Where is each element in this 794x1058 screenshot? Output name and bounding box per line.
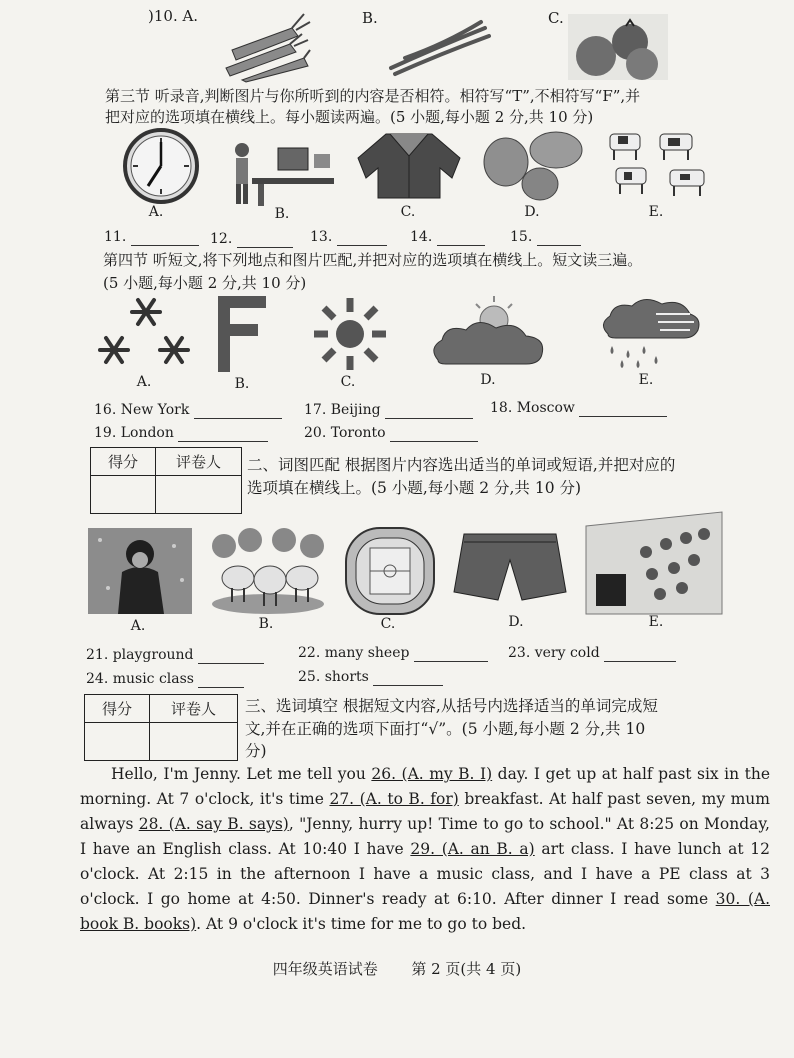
section3-label-c: C. xyxy=(400,204,416,220)
passage-text: art class. I have lunch at 12 o'clock. At 2:15 in the afternoon I have a music class, and I have a PE class at 3 o'clock. I go home at 4:50. Dinner's ready at 6:10. After dinner I read some xyxy=(80,840,770,908)
q24-answer: 24. music class xyxy=(86,670,244,688)
sheep-picture xyxy=(210,530,326,614)
rainy-icon xyxy=(598,294,702,370)
q20-answer: 20. Toronto xyxy=(304,424,478,442)
q24-blank[interactable] xyxy=(198,671,244,688)
section4-label-c: C. xyxy=(340,374,356,390)
score-cell[interactable] xyxy=(91,476,156,514)
part2-title-line2: 选项填在横线上。(5 小题,每小题 2 分,共 10 分) xyxy=(247,479,582,497)
score-table-part2 xyxy=(90,447,242,514)
part2-title-line1: 二、词图匹配 根据图片内容选出适当的单词或短语,并把对应的 xyxy=(247,456,676,474)
q19-blank[interactable] xyxy=(178,425,268,442)
q22-blank[interactable] xyxy=(414,645,488,662)
cows-picture xyxy=(604,128,714,202)
q14-answer: 14. xyxy=(410,228,485,246)
passage-text: , "Jenny, hurry up! Time to go to school." At 8:25 on Monday, I have an English class. At 10:40 I have xyxy=(80,815,770,858)
section3-label-e: E. xyxy=(648,204,664,220)
q17-answer: 17. Beijing xyxy=(304,401,473,419)
section3-label-b: B. xyxy=(274,206,290,222)
q19-answer: 19. London xyxy=(94,424,268,442)
q14-blank[interactable] xyxy=(437,229,485,246)
section4-label-d: D. xyxy=(480,372,496,388)
q25-answer: 25. shorts xyxy=(298,668,443,686)
section4-title-line2: (5 小题,每小题 2 分,共 10 分) xyxy=(103,274,307,292)
q13-answer: 13. xyxy=(310,228,387,246)
q23-blank[interactable] xyxy=(604,645,676,662)
page-footer xyxy=(0,958,794,979)
part2-label-d: D. xyxy=(508,614,524,630)
q18-blank[interactable] xyxy=(579,400,667,417)
passage-text: day. I get up at half past six in the morning. At 7 o'clock, it's time xyxy=(80,765,770,808)
q15-blank[interactable] xyxy=(537,229,581,246)
green-beans-picture xyxy=(385,18,495,78)
grader-cell[interactable] xyxy=(150,723,238,761)
q20-blank[interactable] xyxy=(390,425,478,442)
section3-title-line1: 第三节 听录音,判断图片与你所听到的内容是否相符。相符写“T”,不相符写“F”,并 xyxy=(105,87,641,105)
grader-header: 评卷人 xyxy=(150,695,238,723)
clock-picture xyxy=(106,128,216,204)
blank-29-choice[interactable]: 29. (A. an B. a) xyxy=(410,840,535,858)
snow-icon xyxy=(98,296,194,372)
tomatoes-picture xyxy=(568,14,668,80)
blank-30-choice[interactable]: 30. (A. book B. books) xyxy=(80,890,770,933)
q10-number: )10. A. xyxy=(148,7,199,25)
section4-title-line1: 第四节 听短文,将下列地点和图片匹配,并把对应的选项填在横线上。短文读三遍。 xyxy=(103,251,643,269)
passage-text: Hello, I'm Jenny. Let me tell you xyxy=(111,765,372,783)
part3-title-line2: 文,并在正确的选项下面打“√”。(5 小题,每小题 2 分,共 10 xyxy=(245,720,646,738)
q12-blank[interactable] xyxy=(237,231,293,248)
q11-blank[interactable] xyxy=(131,229,199,246)
passage-text: breakfast. At half past seven, my mum always xyxy=(80,790,770,833)
q21-answer: 21. playground xyxy=(86,646,264,664)
q22-answer: 22. many sheep xyxy=(298,644,488,662)
q10-option-c: C. xyxy=(548,9,564,27)
footer-exam-title: 四年级英语试卷 xyxy=(272,960,378,978)
score-header: 得分 xyxy=(85,695,150,723)
section3-label-a: A. xyxy=(148,204,164,220)
part2-label-b: B. xyxy=(258,616,274,632)
cloudy-icon xyxy=(426,294,550,370)
part2-label-c: C. xyxy=(380,616,396,632)
q17-blank[interactable] xyxy=(385,402,473,419)
jacket-picture xyxy=(356,128,462,200)
boy-at-computer-picture xyxy=(232,138,338,206)
q15-answer: 15. xyxy=(510,228,581,246)
q23-answer: 23. very cold xyxy=(508,644,676,662)
part2-label-e: E. xyxy=(648,614,664,630)
q10-option-b: B. xyxy=(362,9,378,27)
grader-cell[interactable] xyxy=(156,476,242,514)
part3-title-line3: 分) xyxy=(245,742,267,760)
q13-blank[interactable] xyxy=(337,229,387,246)
blank-27-choice[interactable]: 27. (A. to B. for) xyxy=(329,790,459,808)
cold-boy-picture xyxy=(88,528,192,614)
carrots-picture xyxy=(212,10,312,82)
section3-title-line2: 把对应的选项填在横线上。每小题读两遍。(5 小题,每小题 2 分,共 10 分) xyxy=(105,108,594,126)
section4-label-e: E. xyxy=(638,372,654,388)
q16-blank[interactable] xyxy=(194,402,282,419)
q11-answer: 11. xyxy=(104,228,199,246)
music-class-picture xyxy=(586,512,722,614)
section4-label-a: A. xyxy=(136,374,152,390)
playground-picture xyxy=(342,526,438,616)
reading-passage xyxy=(80,762,770,937)
potatoes-picture xyxy=(478,128,586,202)
grader-header: 评卷人 xyxy=(156,448,242,476)
score-table-part3 xyxy=(84,694,238,761)
score-cell[interactable] xyxy=(85,723,150,761)
score-header: 得分 xyxy=(91,448,156,476)
blank-26-choice[interactable]: 26. (A. my B. I) xyxy=(371,765,493,783)
q18-answer: 18. Moscow xyxy=(490,399,667,417)
q21-blank[interactable] xyxy=(198,647,264,664)
blank-28-choice[interactable]: 28. (A. say B. says) xyxy=(138,815,289,833)
q12-answer: 12. xyxy=(210,230,293,248)
section3-label-d: D. xyxy=(524,204,540,220)
sunny-icon xyxy=(312,296,388,372)
q16-answer: 16. New York xyxy=(94,401,282,419)
q25-blank[interactable] xyxy=(373,669,443,686)
part2-label-a: A. xyxy=(130,618,146,634)
passage-text: . At 9 o'clock it's time for me to go to bed. xyxy=(196,915,527,933)
section4-label-b: B. xyxy=(234,376,250,392)
part3-title-line1: 三、选词填空 根据短文内容,从括号内选择适当的单词完成短 xyxy=(245,697,658,715)
shorts-picture xyxy=(452,530,568,606)
windy-icon xyxy=(218,296,270,372)
footer-page-number: 第 2 页(共 4 页) xyxy=(411,960,522,978)
